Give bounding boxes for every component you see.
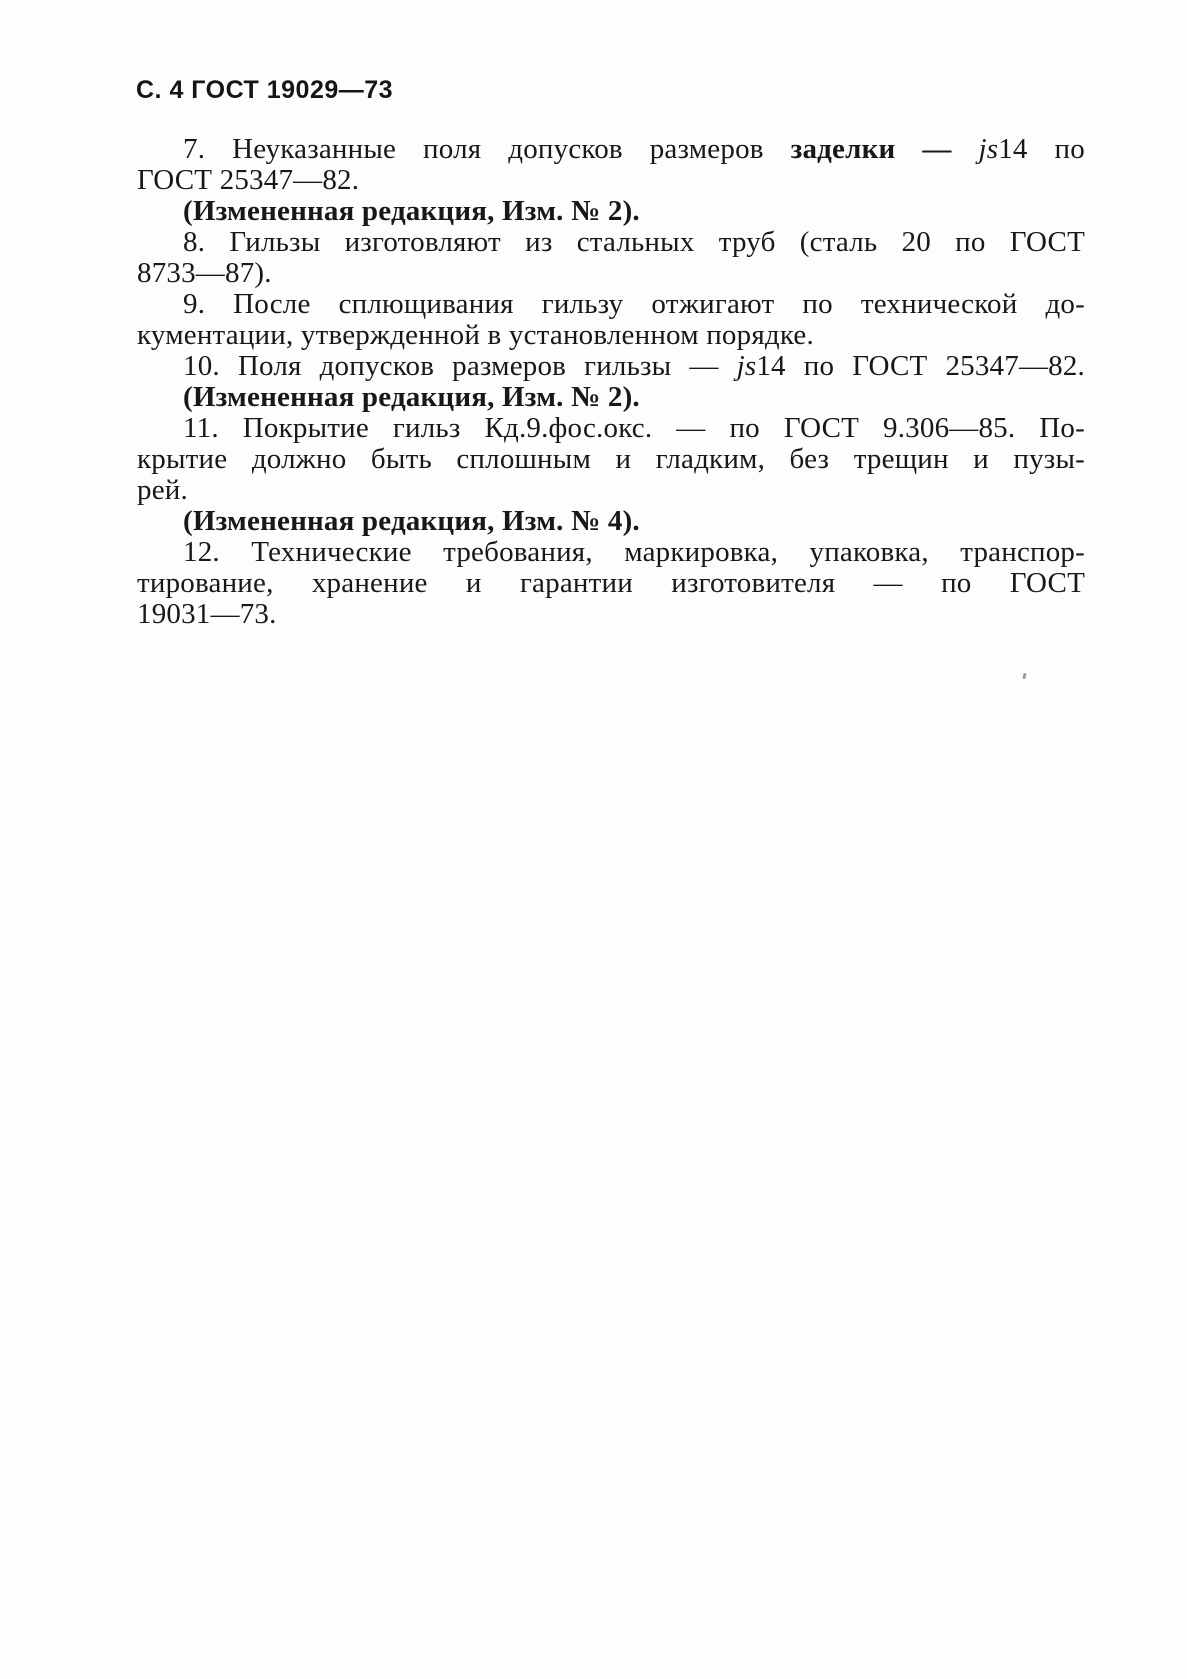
text-line [137,413,1085,444]
text-line [137,506,1085,537]
text-line [137,227,1085,258]
text-segment: ГОСТ 25347—82. [137,164,360,196]
text-segment: крытие должно быть сплошным и гладким, без трещин и пузы- [137,443,1085,475]
text-segment: 14 по ГОСТ 25347—82. [756,350,1085,382]
text-segment: 11. Покрытие гильз Кд.9.фос.окс. — по ГОСТ 9.306—85. По- [183,412,1085,444]
paragraph-item-10 [137,351,1085,382]
paragraph-item-11 [137,413,1085,506]
text-segment: 19031—73. [137,598,277,630]
text-line [137,599,1085,630]
text-line [137,351,1085,382]
text-segment: тирование, хранение и гарантии изготовителя — по ГОСТ [137,567,1085,599]
text-segment: 7. Неуказанные поля допусков размеров [183,133,791,165]
text-segment: заделки — [790,133,979,165]
text-segment: js [736,350,757,382]
text-line [137,134,1085,165]
text-line [137,537,1085,568]
text-segment: (Измененная редакция, Изм. № 4). [183,505,640,537]
text-line [137,444,1085,475]
document-body [137,134,1085,630]
text-line [137,382,1085,413]
text-segment: js [978,133,999,165]
paragraph-amendment-note-2a [137,196,1085,227]
text-segment: кументации, утвержденной в установленном порядке. [137,319,814,351]
text-line [137,165,1085,196]
paragraph-amendment-note-2b [137,382,1085,413]
text-segment: 10. Поля допусков размеров гильзы — [183,350,737,382]
text-line [137,475,1085,506]
scan-speck-artifact [1022,673,1026,680]
text-segment: 14 по [998,133,1085,165]
text-segment: рей. [137,474,188,506]
paragraph-item-12 [137,537,1085,630]
paragraph-item-7 [137,134,1085,196]
text-segment: 8. Гильзы изготовляют из стальных труб (сталь 20 по ГОСТ [183,226,1085,258]
text-line [137,196,1085,227]
text-segment: 8733—87). [137,257,272,289]
paragraph-amendment-note-4 [137,506,1085,537]
page-header: С. 4 ГОСТ 19029—73 [136,76,394,104]
paragraph-item-8 [137,227,1085,289]
text-segment: (Измененная редакция, Изм. № 2). [183,381,640,413]
text-segment: 9. После сплющивания гильзу отжигают по технической до- [183,288,1085,320]
text-segment: 12. Технические требования, маркировка, упаковка, транспор- [183,536,1085,568]
text-line [137,320,1085,351]
text-segment: (Измененная редакция, Изм. № 2). [183,195,640,227]
text-line [137,568,1085,599]
paragraph-item-9 [137,289,1085,351]
text-line [137,258,1085,289]
text-line [137,289,1085,320]
